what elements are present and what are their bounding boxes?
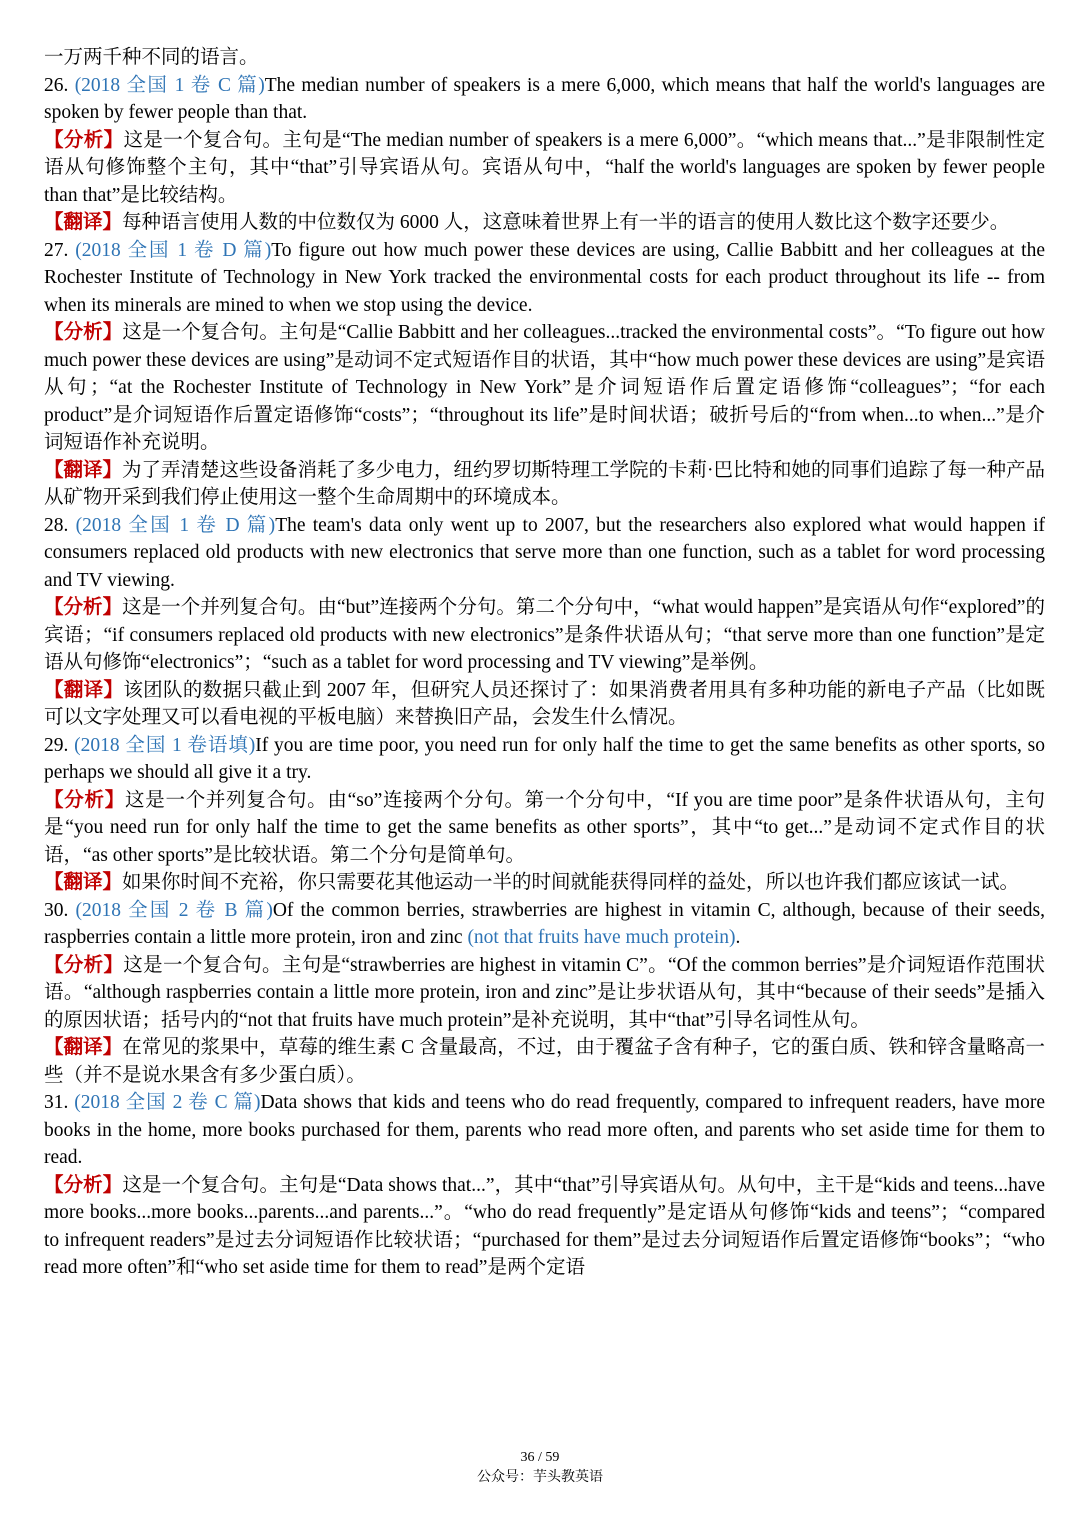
source-reference: (2018 全国 1 卷 C 篇) bbox=[74, 74, 265, 96]
analysis-label: 【分析】 bbox=[44, 954, 124, 976]
sentence-text: If you are time poor, you need run for only half the time to get the same benefits as other sports, so perhaps we should all give it a try. bbox=[44, 734, 1045, 783]
analysis-paragraph bbox=[44, 952, 1045, 1035]
translation-text: 该团队的数据只截止到 2007 年，但研究人员还探讨了：如果消费者用具有多种功能的新电子产品（比如既可以文字处理又可以看电视的平板电脑）来替换旧产品，会发生什么情况。 bbox=[44, 679, 1045, 728]
analysis-label: 【分析】 bbox=[44, 597, 123, 618]
document-body bbox=[44, 44, 1045, 1282]
analysis-label: 【分析】 bbox=[44, 322, 123, 343]
footer-account: 公众号：芋头教英语 bbox=[477, 1470, 603, 1485]
sentence-note: (not that fruits have much protein) bbox=[467, 927, 736, 948]
question-number: 29. bbox=[44, 734, 75, 756]
translation-paragraph bbox=[44, 1034, 1045, 1089]
analysis-text: 这是一个复合句。主句是“Callie Babbitt and her colleagues...tracked the environmental costs”。“To figure out how much power these devices are using”是动词不定式短语作目的状语，其中“how much power these devices are using”是宾语从句；“at the Rochester Institute of Technology in New York”是介词短语作后置定语修饰“colleagues”；“for each product”是介词短语作后置定语修饰“costs”；“throughout its life”是时间状语；破折号后的“from when...to when...”是介词短语作补充说明。 bbox=[44, 322, 1045, 453]
sentence-text: Of the common berries, strawberries are highest in vitamin C, although, because of their seeds, raspberries contain a little more protein, iron and zinc bbox=[44, 899, 1046, 948]
question-sentence bbox=[44, 72, 1045, 127]
question-sentence bbox=[44, 732, 1045, 787]
translation-label: 【翻译】 bbox=[44, 679, 124, 701]
translation-text: 如果你时间不充裕，你只需要花其他运动一半的时间就能获得同样的益处，所以也许我们都应该试一试。 bbox=[122, 872, 1020, 893]
source-reference: (2018 全国 1 卷语填) bbox=[74, 734, 256, 756]
source-reference: (2018 全国 1 卷 D 篇) bbox=[75, 239, 272, 261]
translation-text: 每种语言使用人数的中位数仅为 6000 人，这意味着世界上有一半的语言的使用人数比这个数字还要少。 bbox=[122, 212, 1010, 233]
question-sentence bbox=[44, 897, 1045, 952]
translation-label: 【翻译】 bbox=[44, 459, 123, 481]
analysis-text: 这是一个并列复合句。由“but”连接两个分句。第二个分句中，“what would happen”是宾语从句作“explored”的宾语；“if consumers replaced old products with new electronics”是条件状语从句；“that serve more than one function”是定语从句修饰“electronics”；“such as a tablet for word processing and TV viewing”是举例。 bbox=[44, 597, 1045, 673]
analysis-text: 这是一个复合句。主句是“Data shows that...”，其中“that”引导宾语从句。从句中，主干是“kids and teens...have more books...more books...parents...and parents...”。“who do read frequently”是定语从句修饰“kids and teens”；“compared to infrequent readers”是过去分词短语作比较状语；“purchased for them”是过去分词短语作后置定语修饰“books”；“who read more often”和“who set aside time for them to read”是两个定语 bbox=[44, 1174, 1045, 1278]
analysis-paragraph bbox=[44, 127, 1045, 210]
translation-label: 【翻译】 bbox=[44, 872, 123, 893]
analysis-paragraph bbox=[44, 319, 1045, 457]
question-number: 26. bbox=[44, 74, 75, 96]
analysis-paragraph bbox=[44, 787, 1045, 870]
sentence-text: The team's data only went up to 2007, but the researchers also explored what would happen if consumers replaced old products with new electronics that serve more than one function, such as a tablet for word processing and TV viewing. bbox=[44, 514, 1045, 591]
analysis-text: 这是一个复合句。主句是“strawberries are highest in vitamin C”。“Of the common berries”是介词短语作范围状语。“although raspberries contain a little more protein, iron and zinc”是让步状语从句，其中“because of their seeds”是插入的原因状语；括号内的“not that fruits have much protein”是补充说明，其中“that”引导名词性从句。 bbox=[44, 954, 1045, 1031]
translation-paragraph bbox=[44, 209, 1045, 237]
translation-text: 为了弄清楚这些设备消耗了多少电力，纽约罗切斯特理工学院的卡莉·巴比特和她的同事们追踪了每一种产品从矿物开采到我们停止使用这一整个生命周期中的环境成本。 bbox=[44, 459, 1046, 508]
analysis-label: 【分析】 bbox=[44, 1174, 123, 1196]
sentence-text: The median number of speakers is a mere 6,000, which means that half the world's languages are spoken by fewer people than that. bbox=[44, 74, 1046, 123]
sentence-text: Data shows that kids and teens who do read frequently, compared to infrequent readers, have more books in the home, more books purchased for them, parents who read more often, and parents who set aside time for them to read. bbox=[44, 1092, 1045, 1168]
translation-text: 在常见的浆果中，草莓的维生素 C 含量最高，不过，由于覆盆子含有种子，它的蛋白质、铁和锌含量略高一些（并不是说水果含有多少蛋白质）。 bbox=[44, 1037, 1045, 1086]
translation-label: 【翻译】 bbox=[44, 212, 123, 233]
source-reference: (2018 全国 1 卷 D 篇) bbox=[75, 514, 276, 536]
question-number: 30. bbox=[44, 899, 76, 921]
translation-label: 【翻译】 bbox=[44, 1037, 123, 1058]
page-number: 36 / 59 bbox=[520, 1450, 560, 1465]
translation-paragraph bbox=[44, 869, 1045, 897]
intro-line: 一万两千种不同的语言。 bbox=[44, 47, 259, 68]
translation-paragraph bbox=[44, 677, 1045, 732]
question-number: 27. bbox=[44, 239, 76, 261]
analysis-label: 【分析】 bbox=[44, 129, 124, 151]
question-sentence bbox=[44, 512, 1045, 595]
translation-paragraph bbox=[44, 457, 1045, 512]
source-reference: (2018 全国 2 卷 B 篇) bbox=[75, 899, 273, 921]
source-reference: (2018 全国 2 卷 C 篇) bbox=[74, 1092, 261, 1113]
question-sentence bbox=[44, 1089, 1045, 1172]
question-sentence bbox=[44, 237, 1045, 320]
analysis-label: 【分析】 bbox=[44, 789, 125, 811]
question-number: 28. bbox=[44, 514, 76, 536]
sentence-end: . bbox=[735, 927, 741, 948]
question-number: 31. bbox=[44, 1092, 75, 1113]
sentence-text: To figure out how much power these devices are using, Callie Babbitt and her colleagues at the Rochester Institute of Technology in New York tracked the environmental costs for each product throughout its life -- from when its minerals are mined to when we stop using the device. bbox=[44, 239, 1045, 316]
analysis-text: 这是一个并列复合句。由“so”连接两个分句。第一个分句中，“If you are time poor”是条件状语从句，主句是“you need run for only half the time to get the same benefits as other sports”，其中“to get...”是动词不定式作目的状语，“as other sports”是比较状语。第二个分句是简单句。 bbox=[44, 789, 1045, 866]
analysis-paragraph bbox=[44, 594, 1045, 677]
analysis-paragraph bbox=[44, 1172, 1045, 1282]
analysis-text: 这是一个复合句。主句是“The median number of speakers is a mere 6,000”。“which means that...”是非限制性定语从句修饰整个主句，其中“that”引导宾语从句。宾语从句中，“half the world's languages are spoken by fewer people than that”是比较结构。 bbox=[44, 129, 1045, 206]
